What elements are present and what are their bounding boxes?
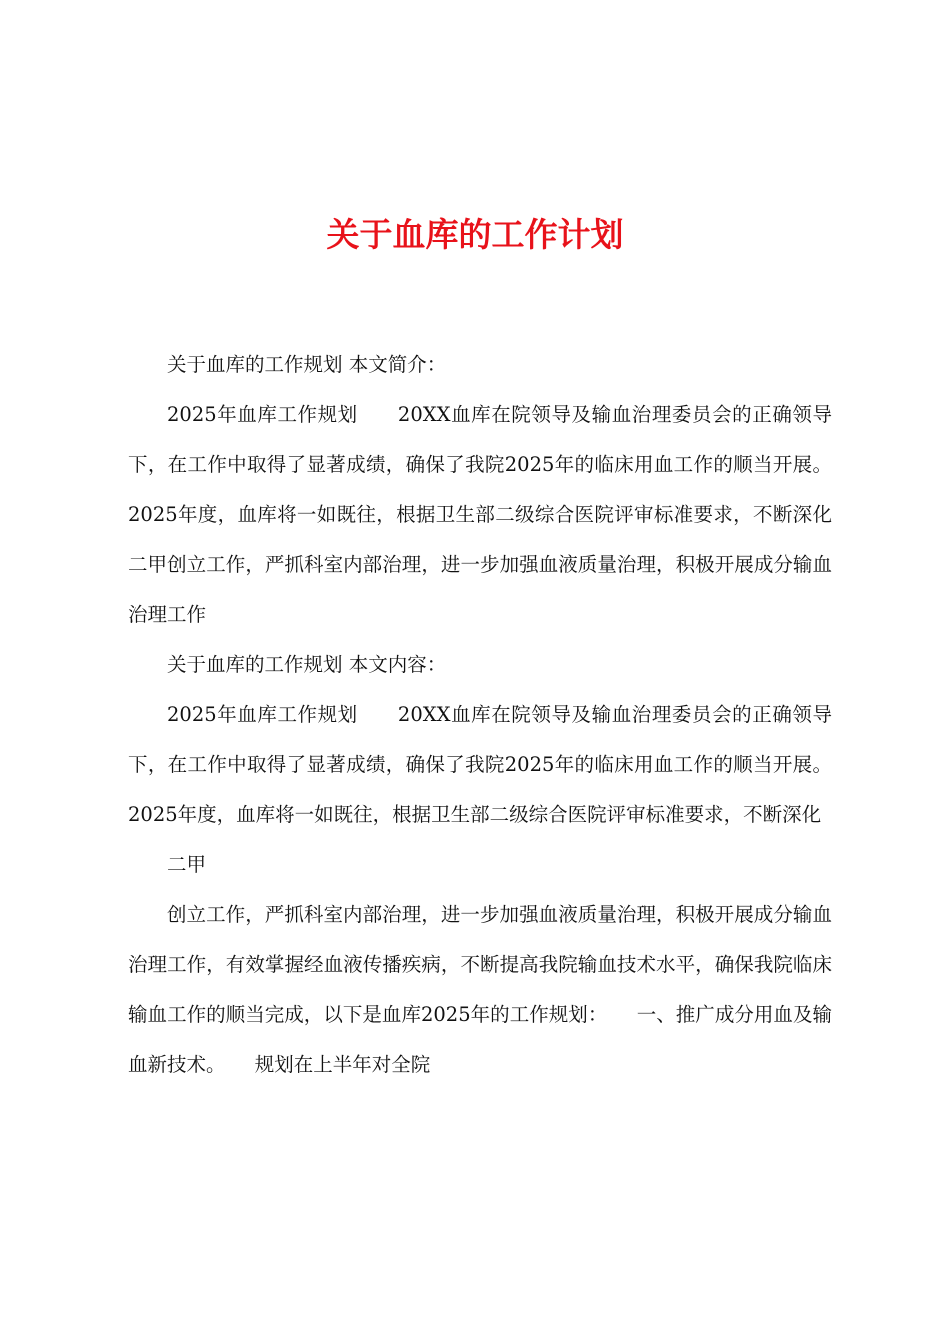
paragraph-content-3: 创立工作，严抓科室内部治理，进一步加强血液质量治理，积极开展成分输血治理工作，有效掌握经血液传播疾病，不断提高我院输血技术水平，确保我院临床输血工作的顺当完成，以下是血库2025年的工作规划： 一、推广成分用血及输血新技术。 规划在上半年对全院 bbox=[128, 903, 832, 1076]
paragraph-content-2: 二甲 bbox=[167, 853, 207, 876]
document-body bbox=[128, 340, 832, 1090]
paragraph-intro-heading: 关于血库的工作规划 本文简介： bbox=[167, 353, 447, 376]
paragraph-content-heading: 关于血库的工作规划 本文内容： bbox=[167, 653, 447, 676]
paragraph-content-1: 2025年血库工作规划 20XX血库在院领导及输血治理委员会的正确领导下，在工作中取得了显著成绩，确保了我院2025年的临床用血工作的顺当开展。2025年度，血库将一如既往，根据卫生部二级综合医院评审标准要求，不断深化 bbox=[128, 703, 832, 826]
document-title: 关于血库的工作计划 bbox=[326, 215, 624, 254]
paragraph-intro-summary: 2025年血库工作规划 20XX血库在院领导及输血治理委员会的正确领导下，在工作中取得了显著成绩，确保了我院2025年的临床用血工作的顺当开展。2025年度，血库将一如既往，根据卫生部二级综合医院评审标准要求，不断深化二甲创立工作，严抓科室内部治理，进一步加强血液质量治理，积极开展成分输血治理工作 bbox=[128, 403, 832, 626]
